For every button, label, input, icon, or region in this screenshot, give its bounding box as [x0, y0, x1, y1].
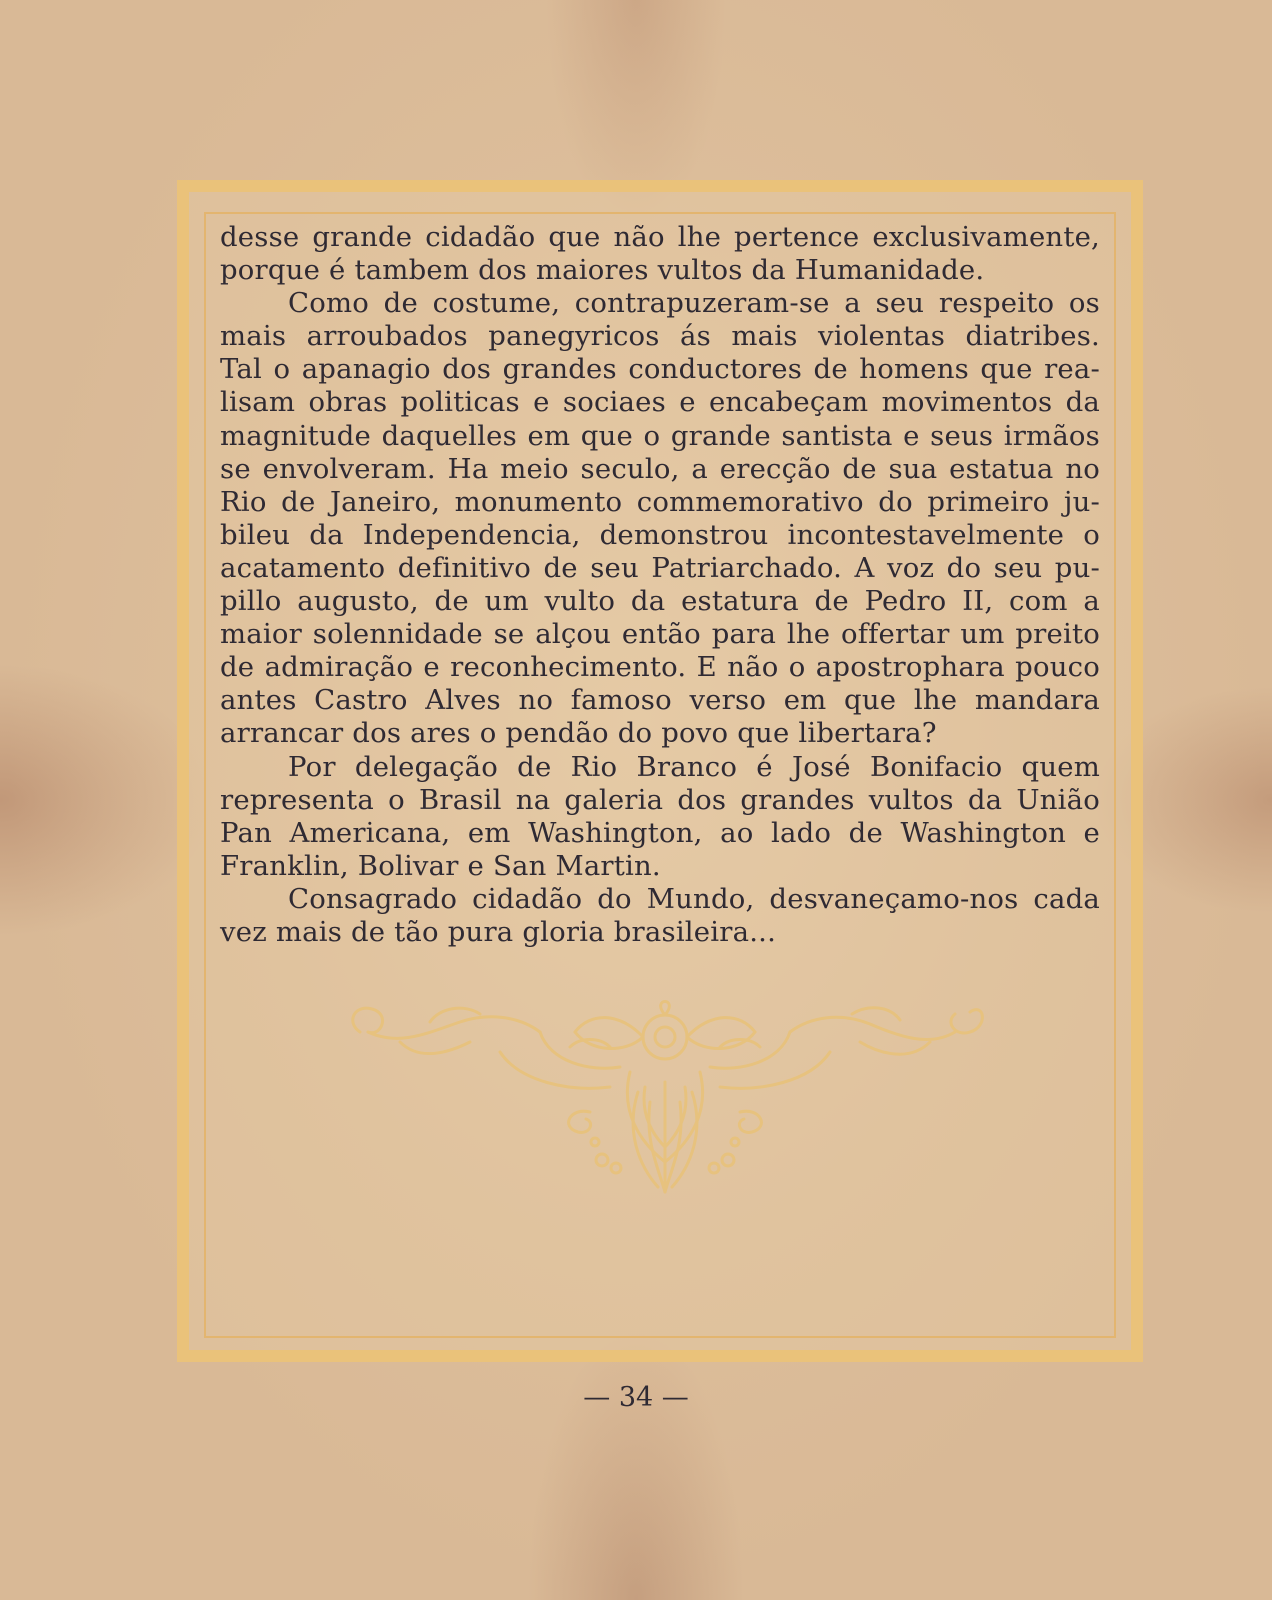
- text-line: [220, 684, 1100, 717]
- text-line-content: antes Castro Alves no famoso verso em que lhe mandara: [220, 684, 1100, 717]
- text-line: [220, 453, 1100, 486]
- text-line-content: de admiração e reconhecimento. E não o apostrophara pouco: [220, 651, 1100, 684]
- text-line-content: maior solennidade se alçou então para lhe offertar um preito: [220, 618, 1100, 651]
- text-line: [220, 717, 1100, 750]
- text-line: [220, 850, 1100, 883]
- text-line: [220, 784, 1100, 817]
- text-line-content: porque é tambem dos maiores vultos da Humanidade.: [220, 254, 985, 287]
- text-line: [220, 651, 1100, 684]
- text-line: [220, 585, 1100, 618]
- text-line-content: Pan Americana, em Washington, ao lado de Washington e: [220, 816, 1100, 849]
- text-line-content: Tal o apanagio dos grandes conductores de homens que rea-: [220, 353, 1100, 386]
- text-line: [220, 817, 1100, 850]
- text-line: [220, 420, 1100, 453]
- body-text: [220, 221, 1100, 949]
- text-line: [220, 221, 1100, 254]
- text-line: [220, 386, 1100, 419]
- text-line-content: Rio de Janeiro, monumento commemorativo do primeiro ju-: [220, 485, 1100, 518]
- text-line: [220, 353, 1100, 386]
- text-line-content: arrancar dos ares o pendão do povo que libertara?: [220, 717, 937, 750]
- text-line-content: bileu da Independencia, demonstrou incontestavelmente o: [220, 518, 1100, 551]
- text-line-content: magnitude daquelles em que o grande santista e seus irmãos: [220, 419, 1100, 452]
- text-line-content: Como de costume, contrapuzeram-se a seu respeito os: [288, 287, 1100, 320]
- text-line-content: acatamento definitivo de seu Patriarchado. A voz do seu pu-: [220, 551, 1100, 584]
- page-number: — 34 —: [583, 1382, 689, 1413]
- text-line: [220, 486, 1100, 519]
- text-line: [220, 883, 1100, 916]
- text-line-content: desse grande cidadão que não lhe pertence exclusivamente,: [220, 221, 1100, 253]
- text-line: [220, 618, 1100, 651]
- text-line-content: mais arroubados panegyricos ás mais violentas diatribes.: [220, 320, 1100, 353]
- text-line-content: vez mais de tão pura gloria brasileira...: [220, 915, 777, 948]
- text-line: [220, 519, 1100, 552]
- text-line: [220, 254, 1100, 287]
- text-line-content: se envolveram. Ha meio seculo, a erecção de sua estatua no: [220, 452, 1100, 485]
- text-line-content: lisam obras politicas e sociaes e encabeçam movimentos da: [220, 386, 1100, 419]
- text-line-content: Por delegação de Rio Branco é José Bonifacio quem: [288, 750, 1100, 783]
- text-line: [220, 751, 1100, 784]
- text-line: [220, 552, 1100, 585]
- text-line: [220, 320, 1100, 353]
- text-line: [220, 287, 1100, 320]
- text-line: [220, 916, 1100, 949]
- text-line-content: Franklin, Bolivar e San Martin.: [220, 849, 661, 882]
- text-line-content: representa o Brasil na galeria dos grandes vultos da União: [220, 783, 1100, 816]
- text-line-content: pillo augusto, de um vulto da estatura de Pedro II, com a: [220, 585, 1100, 618]
- floral-vignette-icon: [340, 992, 990, 1222]
- text-line-content: Consagrado cidadão do Mundo, desvaneçamo-nos cada: [288, 882, 1100, 915]
